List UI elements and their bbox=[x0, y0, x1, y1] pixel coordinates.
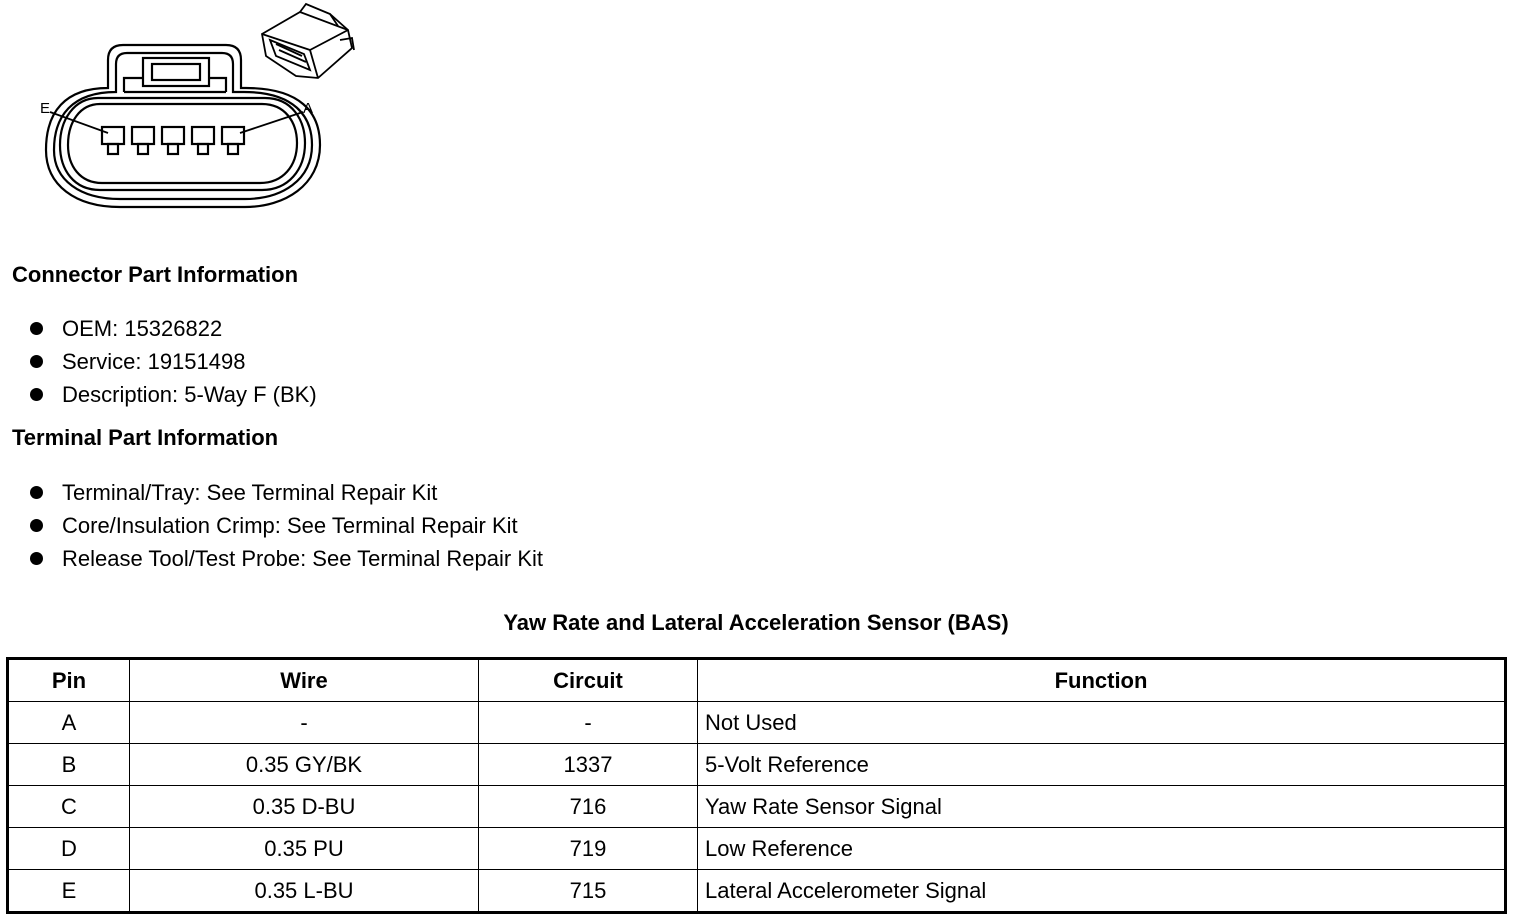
cell-pin: B bbox=[8, 744, 130, 786]
connector-3d-view bbox=[262, 4, 354, 78]
terminal-info-list bbox=[28, 476, 543, 575]
list-item: Description: 5-Way F (BK) bbox=[28, 378, 317, 411]
bullet-icon bbox=[30, 355, 43, 368]
pin-label-a: A bbox=[303, 100, 314, 117]
cell-circuit: 1337 bbox=[479, 744, 698, 786]
header-wire: Wire bbox=[130, 659, 479, 702]
terminal-cavities bbox=[102, 127, 244, 154]
bullet-icon bbox=[30, 552, 43, 565]
cell-wire: 0.35 L-BU bbox=[130, 870, 479, 913]
bullet-icon bbox=[30, 322, 43, 335]
cell-wire: 0.35 D-BU bbox=[130, 786, 479, 828]
cell-pin: D bbox=[8, 828, 130, 870]
cell-function: Lateral Accelerometer Signal bbox=[698, 870, 1506, 913]
bullet-icon bbox=[30, 486, 43, 499]
bullet-icon bbox=[30, 519, 43, 532]
cell-function: 5-Volt Reference bbox=[698, 744, 1506, 786]
header-pin: Pin bbox=[8, 659, 130, 702]
pin-label-e: E bbox=[40, 100, 51, 117]
list-item: OEM: 15326822 bbox=[28, 312, 317, 345]
cell-wire: - bbox=[130, 702, 479, 744]
cell-function: Low Reference bbox=[698, 828, 1506, 870]
list-item: Service: 19151498 bbox=[28, 345, 317, 378]
cell-pin: E bbox=[8, 870, 130, 913]
table-row bbox=[8, 744, 1506, 786]
header-function: Function bbox=[698, 659, 1506, 702]
list-item: Terminal/Tray: See Terminal Repair Kit bbox=[28, 476, 543, 509]
table-header-row bbox=[8, 659, 1506, 702]
header-circuit: Circuit bbox=[479, 659, 698, 702]
cell-function: Yaw Rate Sensor Signal bbox=[698, 786, 1506, 828]
cell-circuit: 719 bbox=[479, 828, 698, 870]
connector-diagram bbox=[40, 0, 370, 215]
connector-info-list bbox=[28, 312, 317, 411]
cell-wire: 0.35 PU bbox=[130, 828, 479, 870]
table-title: Yaw Rate and Lateral Acceleration Sensor (BAS) bbox=[503, 610, 1009, 635]
cell-circuit: - bbox=[479, 702, 698, 744]
cell-function: Not Used bbox=[698, 702, 1506, 744]
cell-wire: 0.35 GY/BK bbox=[130, 744, 479, 786]
terminal-info-heading: Terminal Part Information bbox=[12, 425, 279, 450]
cell-pin: A bbox=[8, 702, 130, 744]
cell-circuit: 716 bbox=[479, 786, 698, 828]
list-item: Release Tool/Test Probe: See Terminal Repair Kit bbox=[28, 542, 543, 575]
table-row bbox=[8, 786, 1506, 828]
list-item: Core/Insulation Crimp: See Terminal Repair Kit bbox=[28, 509, 543, 542]
cell-circuit: 715 bbox=[479, 870, 698, 913]
bullet-icon bbox=[30, 388, 43, 401]
connector-info-heading: Connector Part Information bbox=[12, 262, 299, 287]
table-row bbox=[8, 828, 1506, 870]
table-row bbox=[8, 870, 1506, 913]
pinout-table bbox=[6, 657, 1507, 914]
table-row bbox=[8, 702, 1506, 744]
cell-pin: C bbox=[8, 786, 130, 828]
